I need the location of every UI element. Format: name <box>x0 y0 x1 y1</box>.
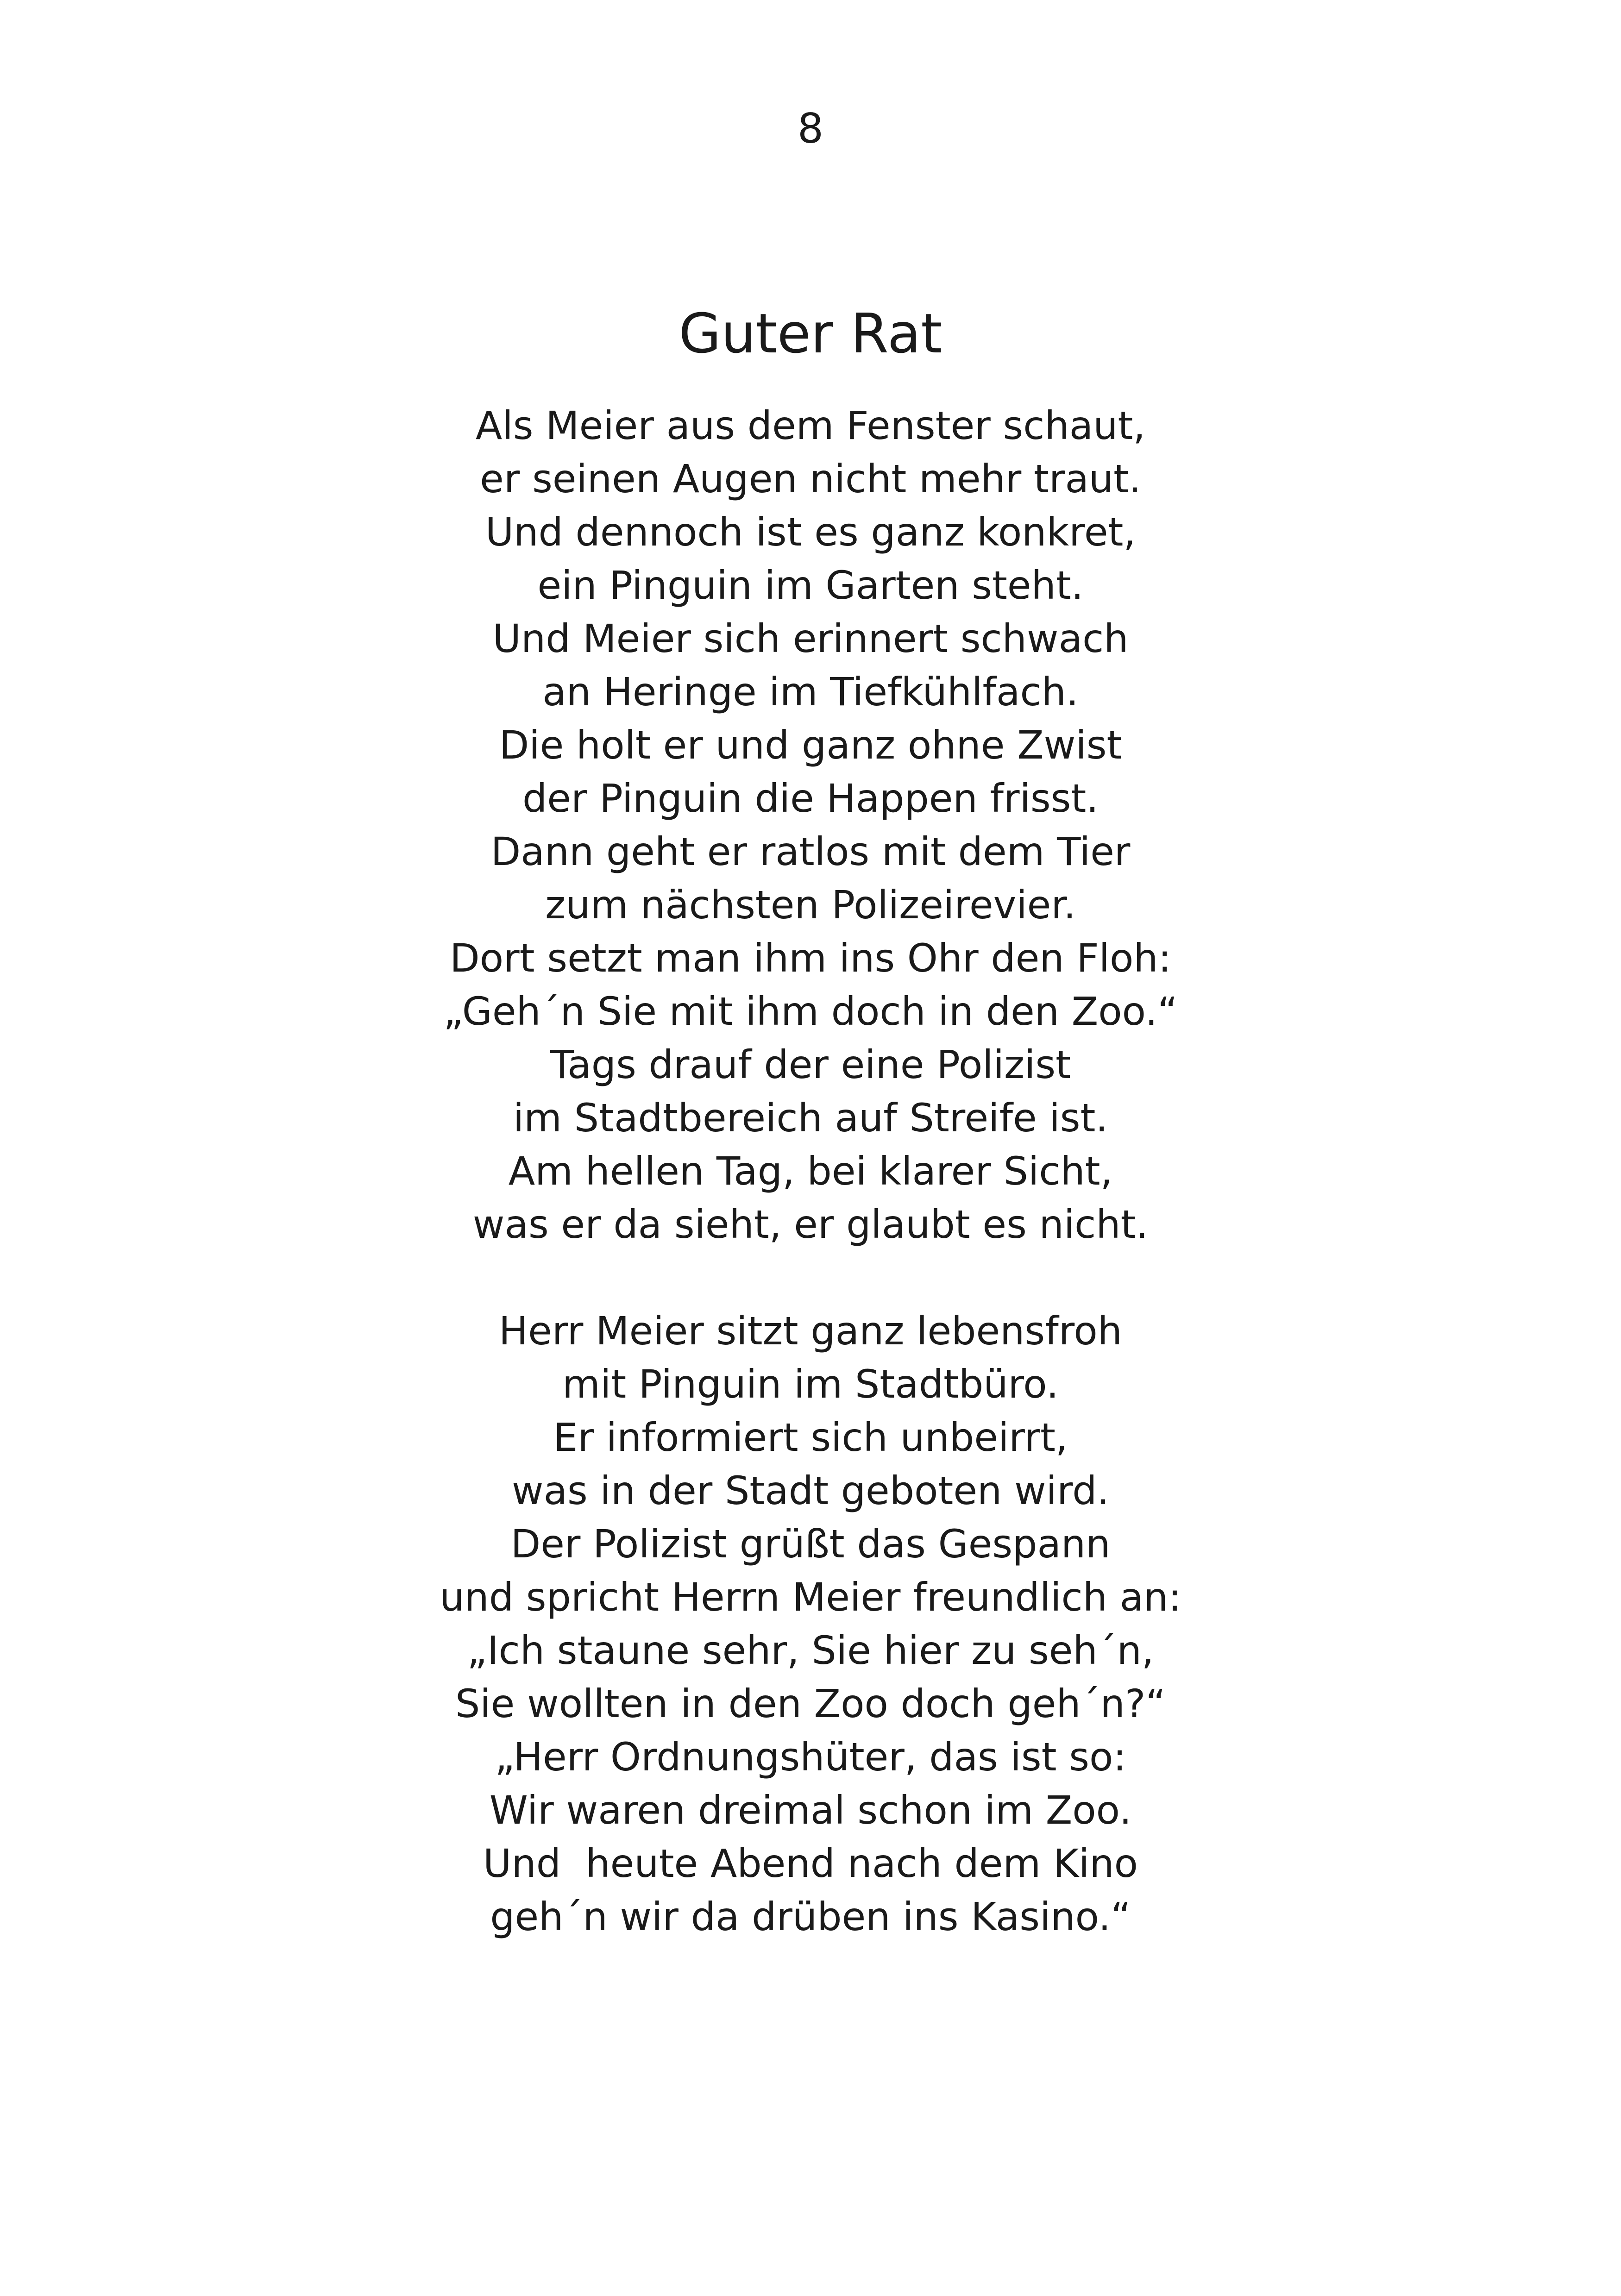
poem-line: „Ich staune sehr, Sie hier zu seh´n, <box>467 1628 1154 1673</box>
poem-line: „Geh´n Sie mit ihm doch in den Zoo.“ <box>443 989 1178 1034</box>
poem-line: Dort setzt man ihm ins Ohr den Floh: <box>450 935 1171 981</box>
poem-line: an Heringe im Tiefkühlfach. <box>542 669 1079 715</box>
poem-line: im Stadtbereich auf Streife ist. <box>513 1095 1108 1141</box>
poem-line: was er da sieht, er glaubt es nicht. <box>472 1202 1149 1247</box>
poem-line: der Pinguin die Happen frisst. <box>522 776 1099 821</box>
poem-line: geh´n wir da drüben ins Kasino.“ <box>490 1894 1131 1939</box>
poem-line: Wir waren dreimal schon im Zoo. <box>489 1788 1132 1833</box>
poem-line: und spricht Herrn Meier freundlich an: <box>440 1575 1181 1620</box>
poem-line: Die holt er und ganz ohne Zwist <box>499 722 1122 768</box>
poem-line: er seinen Augen nicht mehr traut. <box>480 456 1141 502</box>
poem-line: Tags drauf der eine Polizist <box>550 1042 1071 1087</box>
poem-line: was in der Stadt geboten wird. <box>511 1468 1110 1513</box>
poem-line: Als Meier aus dem Fenster schaut, <box>475 403 1146 448</box>
poem-title: Guter Rat <box>679 301 942 365</box>
poem-line: Herr Meier sitzt ganz lebensfroh <box>498 1308 1123 1354</box>
stanza-2 <box>0 1305 1621 1944</box>
poem-line: Am hellen Tag, bei klarer Sicht, <box>508 1148 1113 1194</box>
poem-line: Er informiert sich unbeirrt, <box>553 1415 1068 1460</box>
stanza-1 <box>0 399 1621 1251</box>
poem-line: Der Polizist grüßt das Gespann <box>510 1521 1111 1567</box>
poem-line: mit Pinguin im Stadtbüro. <box>562 1361 1059 1407</box>
poem-line: Dann geht er ratlos mit dem Tier <box>490 829 1131 874</box>
poem-line: Sie wollten in den Zoo doch geh´n?“ <box>455 1681 1166 1726</box>
poem-line: ein Pinguin im Garten steht. <box>537 563 1084 608</box>
page-number: 8 <box>798 105 823 152</box>
poem-line: „Herr Ordnungshüter, das ist so: <box>495 1734 1126 1780</box>
poem-line: Und heute Abend nach dem Kino <box>483 1841 1138 1886</box>
poem-line: Und Meier sich erinnert schwach <box>492 616 1129 661</box>
poem-line: Und dennoch ist es ganz konkret, <box>485 509 1136 555</box>
poem-line: zum nächsten Polizeirevier. <box>545 882 1076 928</box>
